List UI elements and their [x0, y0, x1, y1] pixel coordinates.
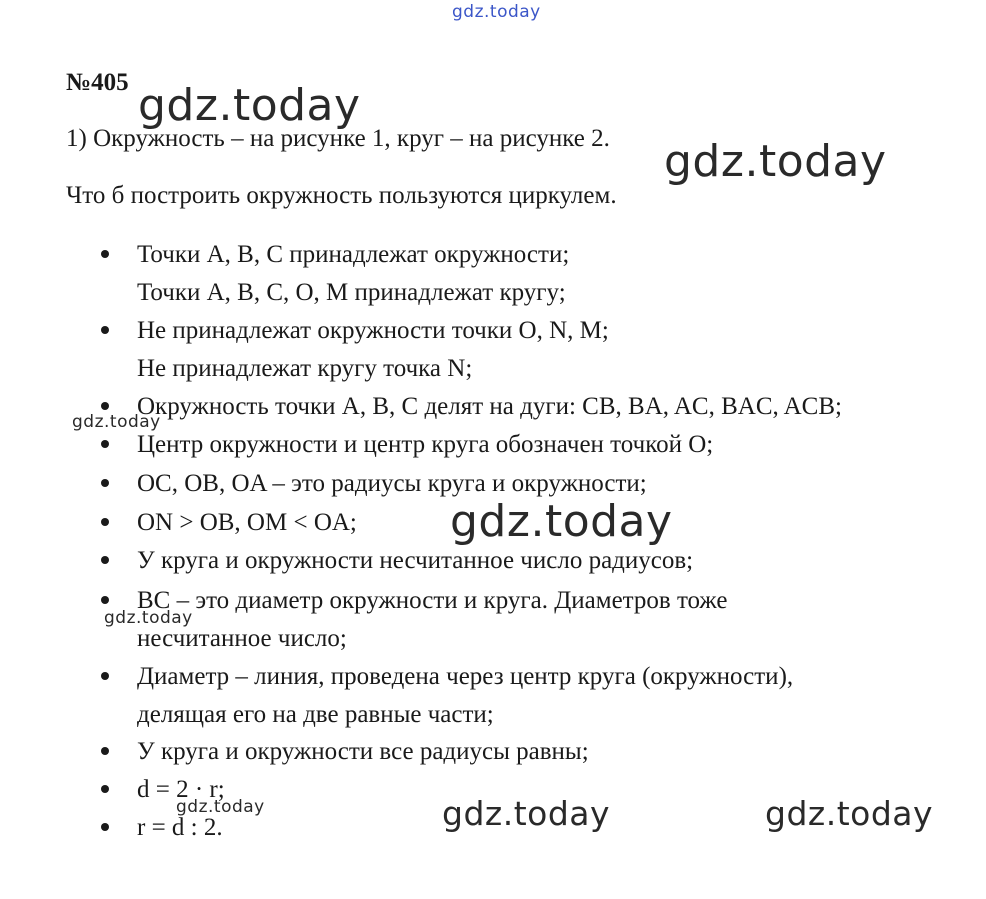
item-continuation: несчитанное число;	[137, 625, 347, 652]
bullet-icon	[101, 785, 109, 793]
bullet-icon	[101, 326, 109, 334]
item-text: BC – это диаметр окружности и круга. Диаметров тоже	[137, 587, 728, 614]
item-text: r = d : 2.	[137, 814, 223, 841]
list-item	[137, 504, 357, 542]
bullet-icon	[101, 402, 109, 410]
item-text: У круга и окружности все радиусы равны;	[137, 738, 589, 765]
watermark-top: gdz.today	[452, 2, 541, 22]
watermark-large: gdz.today	[664, 136, 887, 187]
bullet-icon	[101, 747, 109, 755]
list-item	[137, 426, 713, 464]
bullet-icon	[101, 479, 109, 487]
problem-number: №405	[66, 69, 129, 96]
bullet-icon	[101, 518, 109, 526]
watermark-large: gdz.today	[138, 80, 361, 131]
item-continuation: Точки A, B, C, O, M принадлежат кругу;	[137, 279, 566, 306]
bullet-icon	[101, 556, 109, 564]
watermark-small: gdz.today	[104, 608, 193, 628]
list-item	[137, 388, 842, 426]
list-item	[137, 542, 693, 580]
item-text: d = 2 · r;	[137, 776, 225, 803]
list-item	[137, 582, 727, 658]
bullet-icon	[101, 596, 109, 604]
list-item	[137, 312, 609, 388]
item-continuation: Не принадлежат кругу точка N;	[137, 355, 473, 382]
list-item	[137, 733, 589, 771]
watermark-small: gdz.today	[72, 412, 161, 432]
intro-line: 1) Окружность – на рисунке 1, круг – на рисунке 2.	[66, 125, 610, 152]
bullet-icon	[101, 823, 109, 831]
watermark-medium: gdz.today	[442, 794, 611, 833]
compass-line: Что б построить окружность пользуются циркулем.	[66, 182, 617, 209]
list-item	[137, 658, 793, 734]
item-continuation: делящая его на две равные части;	[137, 701, 494, 728]
item-text: У круга и окружности несчитанное число радиусов;	[137, 547, 694, 574]
bullet-icon	[101, 672, 109, 680]
watermark-small: gdz.today	[176, 797, 265, 817]
item-text: Не принадлежат окружности точки O, N, M;	[137, 317, 609, 344]
item-text: OC, OB, OA – это радиусы круга и окружности;	[137, 470, 647, 497]
item-text: Центр окружности и центр круга обозначен точкой O;	[137, 431, 714, 458]
item-text: Окружность точки A, B, C делят на дуги: CB, BA, AC, BAC, ACB;	[137, 393, 842, 420]
list-item	[137, 236, 569, 312]
watermark-large: gdz.today	[450, 496, 673, 547]
item-text: Точки A, B, C принадлежат окружности;	[137, 241, 570, 268]
bullet-icon	[101, 250, 109, 258]
watermark-medium: gdz.today	[765, 794, 934, 833]
item-text: Диаметр – линия, проведена через центр круга (окружности),	[137, 663, 794, 690]
bullet-icon	[101, 440, 109, 448]
item-text: ON > OB, OM < OA;	[137, 509, 357, 536]
